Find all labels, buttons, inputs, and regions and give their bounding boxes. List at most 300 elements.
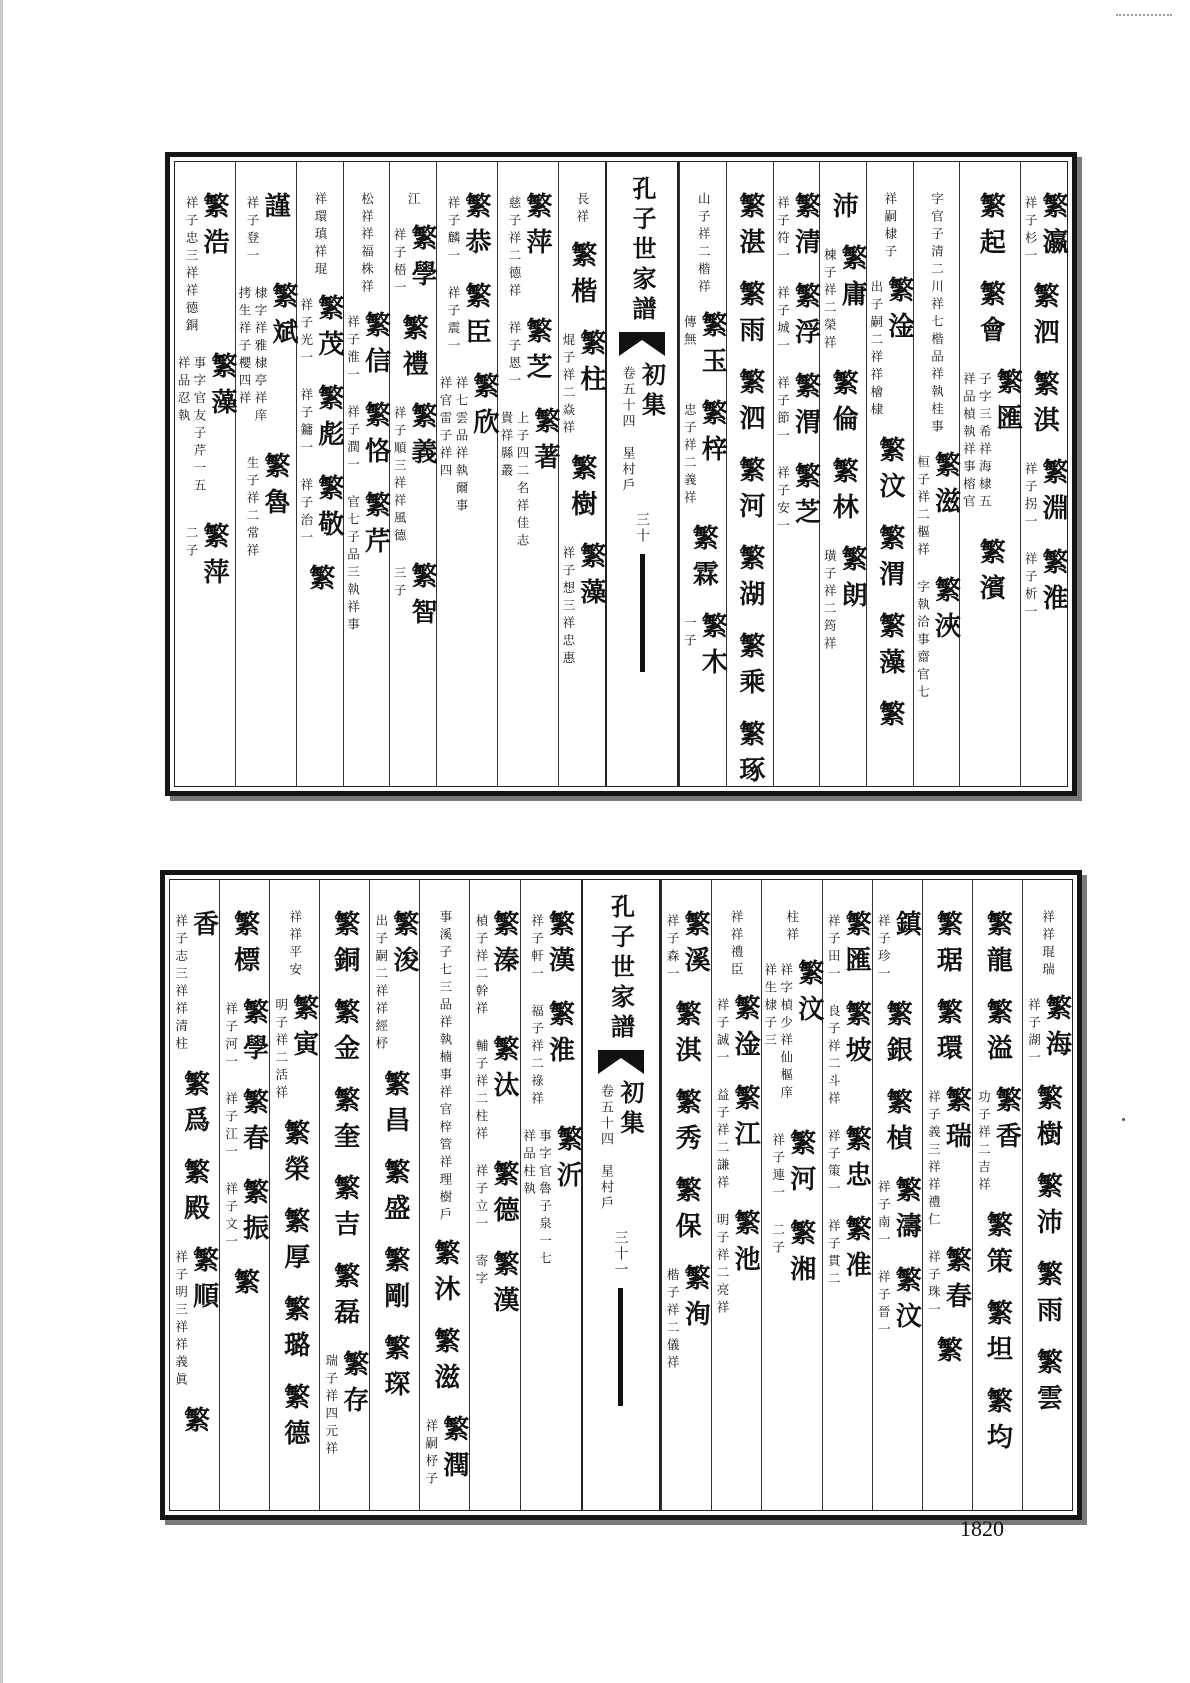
person-name: 繁禮 — [398, 313, 429, 386]
person-name: 繁匯 — [992, 368, 1023, 440]
register-column — [497, 162, 558, 786]
person-name: 繁彪 — [313, 383, 344, 456]
person-entry — [183, 192, 230, 336]
person-note: 祥子鏞一 — [298, 387, 314, 458]
sheet-page-number: 三十一 — [612, 1230, 629, 1278]
person-name: 繁奎 — [329, 1086, 360, 1158]
person-name: 繁雨 — [734, 280, 765, 352]
person-entry — [298, 294, 342, 368]
person-name: 繁浩 — [199, 192, 230, 264]
person-entry — [236, 282, 299, 436]
sheet-page-number: 三十 — [634, 512, 651, 544]
person-name: 繁昌 — [379, 1070, 410, 1142]
person-note: 事字官魯子泉一七祥品柱執 — [521, 1129, 553, 1269]
person-name: 繁琚 — [932, 910, 963, 982]
person-note: 棣字祥雅棣亭祥庠拷生祥子櫻四祥 — [237, 286, 269, 426]
person-entry — [982, 910, 1013, 982]
person-name: 繁欣 — [468, 372, 499, 444]
collection-label: 初集 — [616, 1080, 646, 1140]
person-name: 繁龍 — [982, 910, 1013, 982]
page-number: 1820 — [960, 1516, 1004, 1541]
register-column — [558, 162, 605, 786]
person-note: 璜子祥二筠祥 — [822, 549, 838, 654]
person-entry — [179, 1406, 210, 1442]
person-name: 繁濤 — [891, 1176, 922, 1248]
person-entry — [775, 372, 819, 446]
person-name: 繁寅 — [288, 994, 319, 1066]
person-name: 繁湘 — [785, 1219, 816, 1291]
person-entry — [173, 910, 217, 1054]
lead-note: 祥祥平安 — [287, 910, 303, 980]
person-entry — [821, 244, 868, 353]
person-entry — [874, 700, 905, 736]
person-entry — [279, 1295, 310, 1367]
person-note: 二子 — [184, 526, 200, 561]
volume-label: 卷五十四 星村戶 — [619, 366, 635, 494]
person-entry — [734, 544, 765, 616]
person-name: 繁香 — [991, 1086, 1022, 1158]
person-note: 祥子杉一 — [1023, 196, 1039, 266]
person-name: 繁池 — [730, 1209, 761, 1281]
person-note: 祥子恩一 — [506, 321, 522, 391]
volume-label: 卷五十四 星村戶 — [598, 1084, 614, 1212]
person-entry — [473, 910, 517, 1019]
person-note: 出子嗣二祥祥檜棣 — [868, 280, 884, 420]
person-entry — [825, 1000, 872, 1109]
person-name: 繁恪 — [360, 401, 391, 473]
register-column — [389, 162, 436, 786]
person-entry — [506, 317, 550, 391]
person-name: 繁 — [932, 1336, 963, 1372]
person-name: 繁河 — [785, 1129, 816, 1201]
person-entry — [664, 1264, 711, 1373]
person-entry — [825, 1125, 872, 1199]
person-note: 楨子祥二幹祥 — [473, 914, 489, 1019]
person-name: 繁浹 — [930, 576, 961, 648]
person-name: 繁恭 — [460, 192, 491, 264]
register-column — [520, 880, 581, 1510]
person-entry — [173, 1246, 217, 1390]
lead-note: 字官子清二川祥七楷品祥執桂事 — [929, 192, 945, 437]
person-name: 繁清 — [790, 192, 821, 264]
person-name: 繁滋 — [429, 1327, 460, 1399]
person-entry — [734, 720, 765, 792]
person-entry — [529, 1000, 573, 1109]
person-entry — [714, 1209, 761, 1318]
person-name: 繁萍 — [521, 192, 552, 264]
person-name: 繁 — [304, 563, 335, 600]
register-column — [819, 162, 866, 786]
person-entry — [329, 1174, 360, 1246]
person-entry — [762, 959, 822, 1113]
person-entry — [1022, 192, 1069, 266]
person-name: 繁汶 — [793, 959, 824, 1031]
person-name: 繁淇 — [1029, 370, 1060, 442]
person-name: 繁瀛 — [1038, 192, 1069, 264]
person-note: 字執洽事齋官七 — [915, 580, 931, 703]
person-name: 繁標 — [229, 910, 260, 982]
center-rule — [640, 554, 645, 672]
person-entry — [529, 910, 573, 984]
person-entry — [671, 1000, 702, 1072]
person-name: 繁芝 — [790, 462, 821, 534]
person-note: 明子祥二亮祥 — [715, 1213, 731, 1318]
register-column — [219, 880, 269, 1510]
person-note: 祥子森一 — [665, 914, 681, 984]
person-name: 繁樹 — [566, 454, 597, 526]
person-entry — [298, 384, 342, 458]
register-column — [1020, 162, 1067, 786]
register-title: 孔子世家譜 — [606, 894, 636, 1044]
person-entry — [279, 1383, 310, 1455]
person-entry — [874, 612, 905, 684]
person-name: 繁霖 — [688, 524, 719, 596]
person-note: 祥子城一 — [775, 286, 791, 356]
register-column — [913, 162, 960, 786]
person-entry — [975, 192, 1006, 264]
person-note: 祥子志三祥祥清柱 — [173, 914, 189, 1054]
person-entry — [175, 352, 238, 506]
register-column — [711, 880, 761, 1510]
fish-tail-mark-icon — [598, 1050, 644, 1074]
person-entry — [734, 368, 765, 440]
collection-row — [619, 362, 667, 494]
person-entry — [1029, 282, 1060, 354]
person-name: 繁芝 — [521, 317, 552, 389]
person-name: 繁芹 — [360, 491, 391, 563]
person-name: 繁斌 — [268, 282, 299, 354]
person-name: 繁江 — [730, 1084, 761, 1156]
person-entry — [882, 1088, 913, 1160]
person-note: 瑞子祥四元祥 — [323, 1354, 339, 1459]
person-note: 焜子祥二焱祥 — [560, 333, 576, 438]
register-column — [726, 162, 773, 792]
person-entry — [398, 313, 429, 386]
person-entry — [932, 998, 963, 1070]
person-note: 祥子明三祥祥義眞 — [173, 1250, 189, 1390]
person-note: 上子四二名祥佳志貴祥縣叢 — [498, 411, 530, 551]
person-name: 繁銀 — [882, 1000, 913, 1072]
person-entry — [975, 280, 1006, 352]
person-name: 繁楷 — [566, 241, 597, 313]
person-entry — [179, 1070, 210, 1142]
person-name: 繁坦 — [982, 1299, 1013, 1371]
person-note: 傳無 — [682, 315, 698, 350]
person-name: 繁璐 — [279, 1295, 310, 1367]
person-name: 繁 — [179, 1406, 210, 1442]
person-entry — [734, 280, 765, 352]
person-note: 祥子義三祥祥禮仁 — [926, 1090, 942, 1230]
person-name: 繁樹 — [1032, 1084, 1063, 1156]
person-entry — [304, 563, 335, 600]
person-note: 祥子策一 — [826, 1129, 842, 1199]
person-note: 祥子震一 — [445, 286, 461, 356]
register-column — [319, 880, 369, 1510]
person-entry — [1032, 1084, 1063, 1156]
center-title-column — [581, 880, 661, 1510]
person-name: 繁漢 — [488, 1250, 519, 1322]
person-name: 繁楨 — [882, 1088, 913, 1160]
person-name: 繁湖 — [734, 544, 765, 616]
person-note: 祥子登一 — [245, 196, 261, 266]
person-note: 祥子析一 — [1023, 552, 1039, 622]
person-note: 祥子符一 — [775, 196, 791, 266]
person-name: 繁倫 — [828, 369, 859, 441]
person-note: 桓子祥二樞祥 — [915, 455, 931, 560]
person-entry — [437, 372, 497, 526]
person-name: 繁沂 — [552, 1125, 583, 1197]
person-entry — [506, 192, 550, 301]
person-entry — [825, 1215, 872, 1289]
person-name: 繁渭 — [790, 372, 821, 444]
person-note: 祥子河一 — [223, 1002, 239, 1072]
person-name: 繁匯 — [841, 910, 872, 982]
person-entry — [566, 454, 597, 526]
person-entry — [671, 1176, 702, 1248]
person-name: 繁瑞 — [941, 1086, 972, 1158]
person-note: 祥子立一 — [473, 1164, 489, 1234]
person-name: 謹 — [260, 192, 291, 228]
person-note: 生子祥二常祥 — [245, 456, 261, 561]
person-entry — [1032, 1172, 1063, 1244]
person-note: 二子 — [770, 1223, 786, 1258]
genealogy-sheet-top — [165, 152, 1077, 796]
person-name: 繁海 — [1041, 994, 1072, 1066]
register-column — [1022, 880, 1072, 1510]
person-name: 繁吉 — [329, 1174, 360, 1246]
register-column — [269, 880, 319, 1510]
person-name: 繁泗 — [734, 368, 765, 440]
person-name: 繁沛 — [1032, 1172, 1063, 1244]
lead-note: 祥祥琨瑞 — [1040, 910, 1056, 980]
person-entry — [868, 276, 912, 420]
person-note: 事字官友子芹一五祥品忍執 — [176, 356, 208, 496]
person-name: 繁策 — [982, 1211, 1013, 1283]
register-column — [343, 162, 390, 786]
person-entry — [423, 1415, 467, 1489]
person-name: 繁剛 — [379, 1246, 410, 1318]
person-entry — [688, 524, 719, 596]
person-note: 出子嗣二祥祥經杼 — [373, 914, 389, 1054]
person-entry — [982, 1299, 1013, 1371]
person-name: 繁著 — [529, 407, 560, 479]
register-column — [866, 162, 913, 786]
person-entry — [821, 545, 868, 654]
person-entry — [345, 311, 389, 385]
person-note: 祥子珠一 — [926, 1250, 942, 1320]
person-name: 繁磊 — [329, 1262, 360, 1334]
person-note: 一子 — [682, 616, 698, 651]
person-note: 良子祥二斗祥 — [826, 1004, 842, 1109]
person-entry — [183, 522, 230, 594]
person-entry — [770, 1219, 814, 1291]
person-name: 繁河 — [734, 456, 765, 528]
person-name: 繁學 — [238, 998, 269, 1070]
person-name: 繁振 — [238, 1178, 269, 1250]
person-name: 繁汶 — [874, 436, 905, 508]
register-column — [822, 880, 872, 1510]
person-note: 祥子梧一 — [392, 227, 408, 298]
person-name: 鎮 — [891, 910, 922, 946]
person-name: 繁藻 — [874, 612, 905, 684]
person-entry — [244, 192, 291, 266]
person-name: 繁敬 — [313, 473, 344, 546]
person-name: 繁潤 — [438, 1415, 469, 1487]
person-name: 繁玉 — [697, 311, 728, 383]
person-entry — [273, 994, 317, 1103]
person-entry — [391, 561, 438, 634]
person-entry — [279, 1207, 310, 1279]
person-entry — [714, 994, 761, 1068]
corner-marks — [1116, 14, 1172, 22]
person-note: 棟子祥二榮祥 — [822, 248, 838, 353]
lead-note: 松祥祥福株祥 — [359, 192, 375, 297]
person-entry — [775, 192, 819, 266]
person-entry — [473, 1160, 517, 1234]
register-column — [773, 162, 820, 786]
person-name: 繁茂 — [313, 293, 344, 366]
person-name: 繁泗 — [1029, 282, 1060, 354]
lead-note: 祥嗣棣子 — [882, 192, 898, 262]
person-note: 祥子麟一 — [445, 196, 461, 266]
person-name: 繁淵 — [1038, 458, 1069, 530]
person-name: 繁義 — [407, 401, 438, 474]
person-entry — [982, 1211, 1013, 1283]
person-entry — [825, 910, 872, 984]
person-name: 繁浮 — [790, 282, 821, 354]
person-name: 繁漢 — [544, 910, 575, 982]
person-entry — [882, 1000, 913, 1072]
person-entry — [915, 451, 959, 560]
person-entry — [1022, 458, 1069, 532]
person-note: 祥子南一 — [876, 1180, 892, 1250]
person-note: 祥子珍一 — [876, 914, 892, 984]
person-name: 繁洵 — [680, 1264, 711, 1336]
person-entry — [1032, 1260, 1063, 1332]
person-name: 繁忠 — [841, 1125, 872, 1197]
person-name: 繁浚 — [388, 910, 419, 982]
person-entry — [329, 998, 360, 1070]
person-entry — [229, 910, 260, 982]
person-entry — [828, 369, 859, 441]
person-name: 繁朗 — [837, 545, 868, 617]
person-name: 繁環 — [932, 998, 963, 1070]
person-note: 祥子想三祥忠惠 — [560, 546, 576, 669]
lead-note: 長祥 — [574, 192, 590, 227]
person-note: 功子祥二吉祥 — [976, 1090, 992, 1195]
person-entry — [828, 457, 859, 529]
person-entry — [982, 998, 1013, 1070]
person-name: 繁琢 — [734, 720, 765, 792]
person-name: 繁沐 — [429, 1239, 460, 1311]
person-entry — [323, 1350, 367, 1459]
person-entry — [373, 910, 417, 1054]
register-column — [959, 162, 1023, 786]
person-name: 繁萍 — [199, 522, 230, 594]
lead-note: 祥祥禮臣 — [729, 910, 745, 980]
person-entry — [566, 241, 597, 313]
person-note: 祥七雲品祥執爾事祥官雷子祥四 — [437, 376, 469, 516]
person-note: 祥子治一 — [298, 477, 314, 548]
register-column — [436, 162, 497, 786]
person-note: 祥子誠一 — [715, 998, 731, 1068]
person-entry — [345, 401, 389, 475]
person-entry — [560, 329, 604, 438]
person-note: 祥子貫二 — [826, 1219, 842, 1289]
person-name: 繁存 — [338, 1350, 369, 1422]
person-name: 香 — [188, 910, 219, 946]
person-entry — [925, 1086, 972, 1230]
person-entry — [379, 1158, 410, 1230]
person-name: 繁藻 — [207, 352, 238, 424]
person-name: 繁 — [874, 700, 905, 736]
register-column — [972, 880, 1022, 1510]
person-entry — [223, 1178, 267, 1252]
person-name: 繁准 — [841, 1215, 872, 1287]
person-note: 祥子順三祥祥風德 — [392, 405, 408, 546]
register-column — [175, 162, 238, 786]
person-note: 祥子軒一 — [529, 914, 545, 984]
person-note: 祥子湖一 — [1026, 998, 1042, 1068]
person-entry — [391, 223, 438, 298]
person-name: 繁坡 — [841, 1000, 872, 1072]
person-note: 祥子安一 — [775, 466, 791, 536]
person-entry — [329, 1086, 360, 1158]
person-note: 楷子祥二儀祥 — [665, 1268, 681, 1373]
person-entry — [279, 1119, 310, 1191]
register-column — [872, 880, 922, 1510]
person-entry — [445, 192, 489, 266]
person-entry — [734, 632, 765, 704]
person-name: 繁厚 — [279, 1207, 310, 1279]
register-column — [235, 162, 299, 786]
person-entry — [521, 1125, 581, 1279]
person-name: 繁溪 — [680, 910, 711, 982]
register-column — [170, 880, 219, 1510]
person-entry — [982, 1387, 1013, 1459]
person-entry — [714, 1084, 761, 1193]
person-entry — [664, 910, 711, 984]
person-entry — [473, 1035, 517, 1144]
person-entry — [244, 452, 291, 561]
person-name: 繁淦 — [883, 276, 914, 348]
person-entry — [429, 1239, 460, 1311]
person-entry — [775, 462, 819, 536]
person-name: 繁春 — [238, 1088, 269, 1160]
person-entry — [473, 1250, 517, 1322]
person-note: 祥子淮一 — [345, 315, 361, 385]
lead-note: 祥環瑱祥琨 — [312, 192, 328, 280]
person-entry — [1022, 548, 1069, 622]
person-name: 繁均 — [982, 1387, 1013, 1459]
person-name: 繁林 — [828, 457, 859, 529]
center-rule — [618, 1288, 623, 1406]
person-note: 福子祥二祿祥 — [529, 1004, 545, 1109]
person-note: 祥嗣杼子 — [423, 1419, 439, 1489]
person-entry — [770, 1129, 814, 1203]
register-column — [469, 880, 519, 1510]
person-name: 繁信 — [360, 311, 391, 383]
person-entry — [975, 538, 1006, 610]
person-name: 繁滋 — [930, 451, 961, 523]
person-name: 繁魯 — [260, 452, 291, 524]
person-name: 繁保 — [671, 1176, 702, 1248]
person-entry — [1032, 1348, 1063, 1420]
person-name: 繁溢 — [982, 998, 1013, 1070]
person-name: 繁汶 — [891, 1266, 922, 1338]
person-name: 繁雨 — [1032, 1260, 1063, 1332]
register-column — [679, 162, 726, 786]
